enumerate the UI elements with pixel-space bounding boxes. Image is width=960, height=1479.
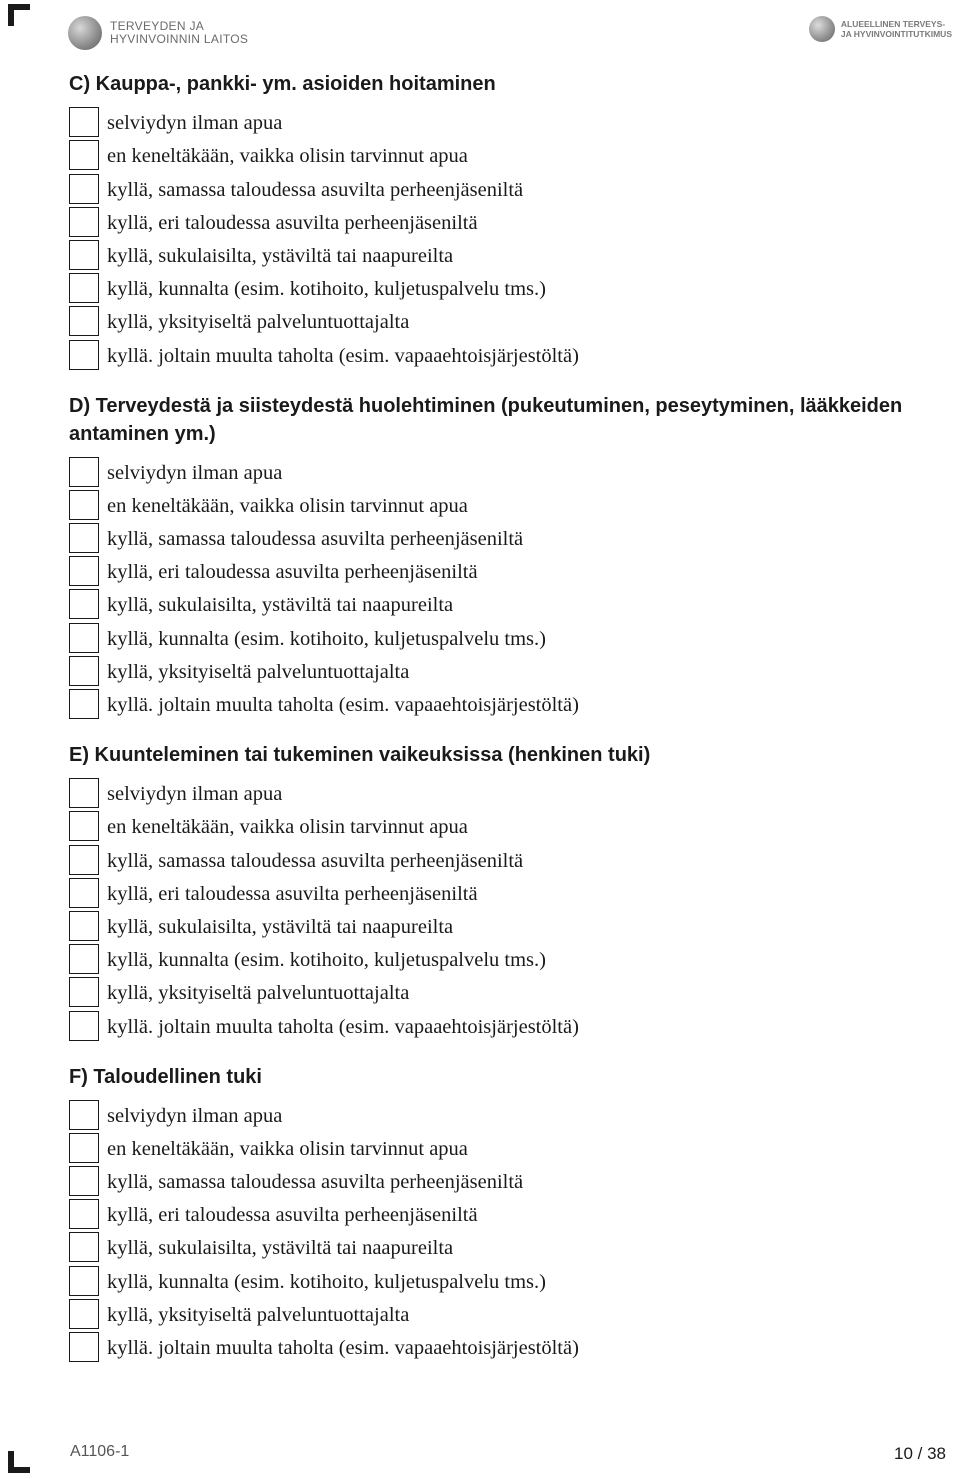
- question-section: [69, 741, 949, 1041]
- option-label: kyllä, samassa taloudessa asuvilta perheenjäseniltä: [107, 849, 524, 872]
- option-label: kyllä, sukulaisilta, ystäviltä tai naapureilta: [107, 1237, 454, 1260]
- checkbox[interactable]: [69, 1133, 99, 1163]
- globe-icon: [809, 16, 835, 42]
- option-label: kyllä, yksityiseltä palveluntuottajalta: [107, 660, 410, 683]
- option-label: kyllä, eri taloudessa asuvilta perheenjäseniltä: [107, 882, 478, 905]
- option-label: selviydyn ilman apua: [107, 461, 283, 484]
- logo-line-2: JA HYVINVOINTITUTKIMUS: [840, 29, 952, 39]
- checkbox[interactable]: [69, 273, 99, 303]
- checkbox[interactable]: [69, 878, 99, 908]
- answer-option[interactable]: [69, 487, 949, 520]
- answer-option[interactable]: [69, 553, 949, 586]
- answer-options: [69, 104, 949, 370]
- answer-option[interactable]: [69, 808, 949, 841]
- page-number: 10 / 38: [894, 1444, 946, 1463]
- checkbox[interactable]: [69, 457, 99, 487]
- option-label: kyllä. joltain muulta taholta (esim. vapaaehtoisjärjestöltä): [107, 694, 579, 716]
- questionnaire-content: [69, 70, 949, 1362]
- answer-options: [69, 1097, 949, 1363]
- crop-mark-top-left: [8, 4, 30, 26]
- answer-option[interactable]: [69, 686, 949, 719]
- option-label: kyllä, yksityiseltä palveluntuottajalta: [107, 311, 410, 334]
- logo-line-2: HYVINVOINNIN LAITOS: [110, 32, 249, 46]
- option-label: kyllä, eri taloudessa asuvilta perheenjäseniltä: [107, 1204, 478, 1227]
- checkbox[interactable]: [69, 811, 99, 841]
- answer-option[interactable]: [69, 1296, 949, 1329]
- answer-option[interactable]: [69, 270, 949, 303]
- answer-option[interactable]: [69, 1229, 949, 1262]
- ath-logo: [809, 16, 952, 42]
- answer-option[interactable]: [69, 520, 949, 553]
- option-label: kyllä, sukulaisilta, ystäviltä tai naapureilta: [107, 244, 454, 267]
- answer-option[interactable]: [69, 941, 949, 974]
- option-label: selviydyn ilman apua: [107, 112, 283, 135]
- checkbox[interactable]: [69, 107, 99, 137]
- checkbox[interactable]: [69, 556, 99, 586]
- option-label: selviydyn ilman apua: [107, 783, 283, 806]
- question-heading: F) Taloudellinen tuki: [69, 1065, 262, 1088]
- question-section: [69, 392, 949, 720]
- question-heading: D) Terveydestä ja siisteydestä huolehtiminen (pukeutuminen, peseytyminen, lääkkeiden antaminen ym.): [69, 394, 903, 445]
- option-label: selviydyn ilman apua: [107, 1104, 283, 1127]
- option-label: kyllä, kunnalta (esim. kotihoito, kuljetuspalvelu tms.): [107, 949, 546, 972]
- checkbox[interactable]: [69, 656, 99, 686]
- checkbox[interactable]: [69, 911, 99, 941]
- answer-option[interactable]: [69, 303, 949, 336]
- checkbox[interactable]: [69, 490, 99, 520]
- answer-option[interactable]: [69, 875, 949, 908]
- answer-option[interactable]: [69, 586, 949, 619]
- answer-option[interactable]: [69, 336, 949, 369]
- answer-option[interactable]: [69, 1329, 949, 1362]
- option-label: kyllä, eri taloudessa asuvilta perheenjäseniltä: [107, 561, 478, 584]
- thl-logo: [68, 16, 248, 50]
- answer-option[interactable]: [69, 908, 949, 941]
- option-label: kyllä, samassa taloudessa asuvilta perheenjäseniltä: [107, 1171, 524, 1194]
- option-label: kyllä, eri taloudessa asuvilta perheenjäseniltä: [107, 211, 478, 234]
- checkbox[interactable]: [69, 207, 99, 237]
- option-label: kyllä, kunnalta (esim. kotihoito, kuljetuspalvelu tms.): [107, 278, 546, 301]
- answer-option[interactable]: [69, 1196, 949, 1229]
- option-label: kyllä. joltain muulta taholta (esim. vapaaehtoisjärjestöltä): [107, 344, 579, 367]
- answer-option[interactable]: [69, 170, 949, 203]
- checkbox[interactable]: [69, 523, 99, 553]
- globe-icon: [68, 16, 102, 50]
- answer-options: [69, 775, 949, 1041]
- option-label: kyllä, yksityiseltä palveluntuottajalta: [107, 1303, 410, 1326]
- answer-options: [69, 454, 949, 720]
- option-label: kyllä. joltain muulta taholta (esim. vapaaehtoisjärjestöltä): [107, 1015, 579, 1038]
- answer-option[interactable]: [69, 974, 949, 1007]
- logo-line-1: ALUEELLINEN TERVEYS-: [840, 19, 946, 29]
- answer-option[interactable]: [69, 619, 949, 652]
- checkbox[interactable]: [69, 174, 99, 204]
- option-label: kyllä, kunnalta (esim. kotihoito, kuljetuspalvelu tms.): [107, 627, 546, 650]
- checkbox[interactable]: [69, 1011, 99, 1041]
- checkbox[interactable]: [69, 623, 99, 653]
- checkbox[interactable]: [69, 1299, 99, 1329]
- option-label: en keneltäkään, vaikka olisin tarvinnut apua: [107, 494, 468, 517]
- answer-option[interactable]: [69, 204, 949, 237]
- checkbox[interactable]: [69, 778, 99, 808]
- answer-option[interactable]: [69, 1130, 949, 1163]
- option-label: en keneltäkään, vaikka olisin tarvinnut apua: [107, 145, 468, 168]
- answer-option[interactable]: [69, 1007, 949, 1040]
- option-label: kyllä, sukulaisilta, ystäviltä tai naapureilta: [107, 915, 454, 938]
- checkbox[interactable]: [69, 944, 99, 974]
- option-label: kyllä, kunnalta (esim. kotihoito, kuljetuspalvelu tms.): [107, 1270, 546, 1293]
- answer-option[interactable]: [69, 841, 949, 874]
- answer-option[interactable]: [69, 653, 949, 686]
- question-section: [69, 70, 949, 370]
- form-code: A1106-1: [70, 1443, 130, 1460]
- checkbox[interactable]: [69, 240, 99, 270]
- logo-line-1: TERVEYDEN JA: [110, 19, 205, 33]
- option-label: kyllä, samassa taloudessa asuvilta perheenjäseniltä: [107, 178, 524, 201]
- option-label: en keneltäkään, vaikka olisin tarvinnut apua: [107, 1137, 468, 1160]
- option-label: kyllä, samassa taloudessa asuvilta perheenjäseniltä: [107, 528, 524, 551]
- checkbox[interactable]: [69, 1166, 99, 1196]
- answer-option[interactable]: [69, 454, 949, 487]
- checkbox[interactable]: [69, 1266, 99, 1296]
- answer-option[interactable]: [69, 1262, 949, 1295]
- option-label: kyllä. joltain muulta taholta (esim. vapaaehtoisjärjestöltä): [107, 1337, 579, 1359]
- answer-option[interactable]: [69, 237, 949, 270]
- checkbox[interactable]: [69, 1100, 99, 1130]
- checkbox[interactable]: [69, 1332, 99, 1362]
- option-label: kyllä, sukulaisilta, ystäviltä tai naapureilta: [107, 594, 454, 617]
- question-heading: E) Kuunteleminen tai tukeminen vaikeuksissa (henkinen tuki): [69, 744, 651, 766]
- checkbox[interactable]: [69, 306, 99, 336]
- checkbox[interactable]: [69, 140, 99, 170]
- checkbox[interactable]: [69, 589, 99, 619]
- checkbox[interactable]: [69, 1199, 99, 1229]
- checkbox[interactable]: [69, 977, 99, 1007]
- answer-option[interactable]: [69, 137, 949, 170]
- answer-option[interactable]: [69, 775, 949, 808]
- question-section: [69, 1063, 949, 1363]
- question-heading: C) Kauppa-, pankki- ym. asioiden hoitaminen: [69, 73, 496, 95]
- option-label: en keneltäkään, vaikka olisin tarvinnut apua: [107, 816, 468, 839]
- answer-option[interactable]: [69, 104, 949, 137]
- answer-option[interactable]: [69, 1097, 949, 1130]
- answer-option[interactable]: [69, 1163, 949, 1196]
- checkbox[interactable]: [69, 689, 99, 719]
- crop-mark-bottom-left: [8, 1451, 30, 1473]
- checkbox[interactable]: [69, 340, 99, 370]
- option-label: kyllä, yksityiseltä palveluntuottajalta: [107, 982, 410, 1005]
- checkbox[interactable]: [69, 1232, 99, 1262]
- checkbox[interactable]: [69, 845, 99, 875]
